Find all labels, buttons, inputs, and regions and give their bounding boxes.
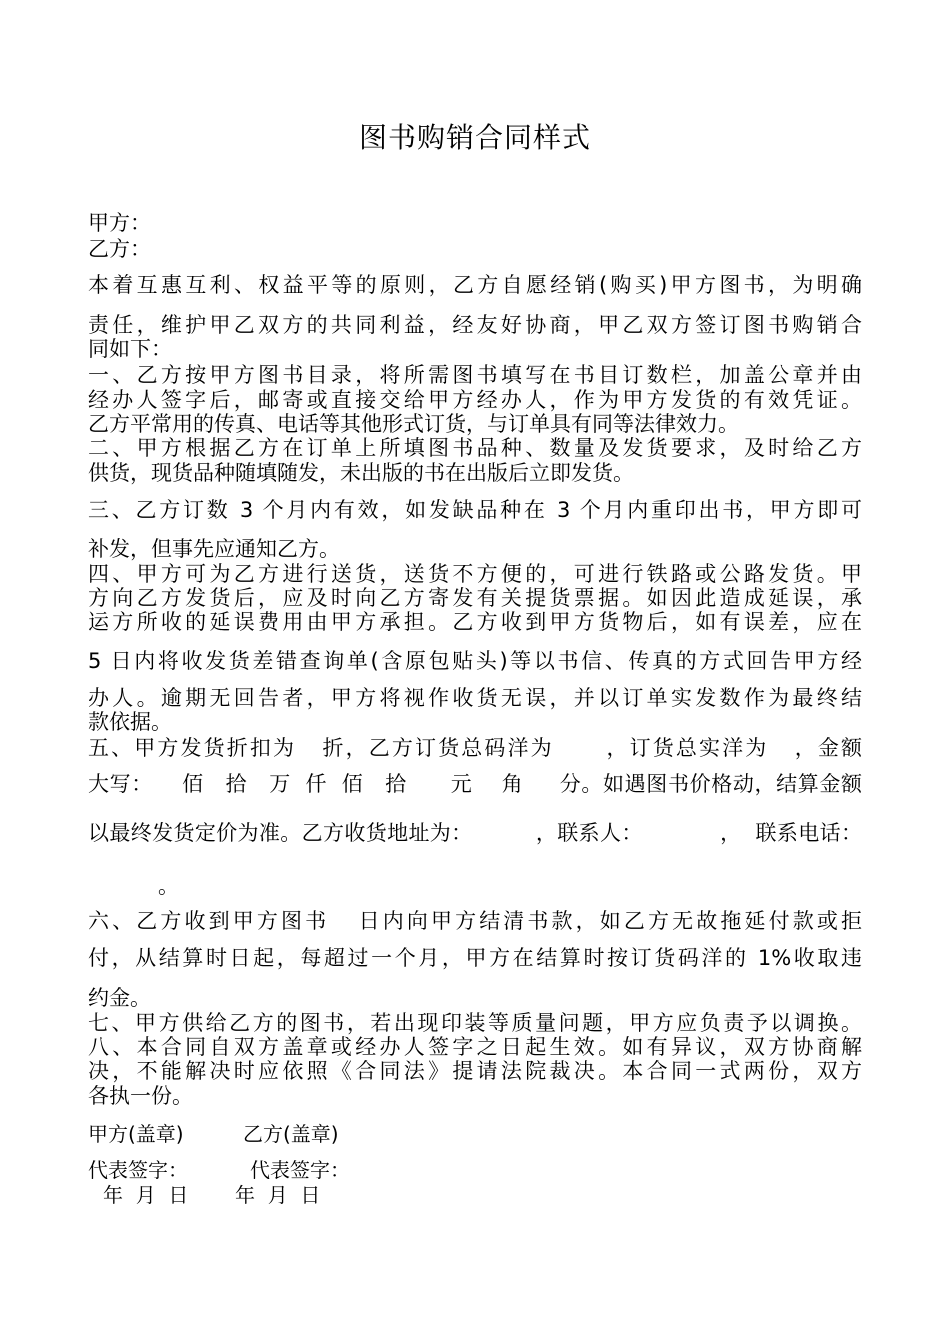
clause-8-line-1: 八、本合同自双方盖章或经办人签字之日起生效。如有异议，双方协商解 — [88, 1035, 862, 1059]
clause-8-line-3: 各执一份。 — [88, 1084, 193, 1108]
clause-4-line-6: 款依据。 — [88, 710, 172, 734]
clause-4-line-5: 办人。逾期无回告者，甲方将视作收货无误，并以订单实发数作为最终结 — [88, 686, 862, 710]
clause-6-line-1: 六、乙方收到甲方图书 日内向甲方结清书款，如乙方无故拖延付款或拒 — [88, 909, 862, 933]
clause-4-line-1: 四、甲方可为乙方进行送货，送货不方便的，可进行铁路或公路发货。甲 — [88, 562, 862, 586]
party-b-seal: 乙方(盖章) — [243, 1122, 339, 1146]
clause-6-line-3: 约金。 — [88, 986, 151, 1010]
document-title: 图书购销合同样式 — [358, 121, 591, 154]
clause-3-line-1: 三、乙方订数 3 个月内有效，如发缺品种在 3 个月内重印出书，甲方即可 — [88, 498, 862, 522]
party-b-date: 年 月 日 — [235, 1183, 321, 1207]
party-b-rep-signature: 代表签字： — [250, 1158, 350, 1182]
clause-4-line-4: 5 日内将收发货差错查询单(含原包贴头)等以书信、传真的方式回告甲方经 — [88, 649, 862, 673]
clause-1-line-2: 经办人签字后，邮寄或直接交给甲方经办人，作为甲方发货的有效凭证。 — [88, 388, 862, 412]
party-a-seal: 甲方(盖章) — [88, 1122, 184, 1146]
clause-5-line-3: 以最终发货定价为准。乙方收货地址为： ，联系人： ， 联系电话： — [88, 821, 862, 845]
party-a-rep-signature: 代表签字： — [88, 1158, 188, 1182]
preamble-line-2: 责任，维护甲乙双方的共同利益，经友好协商，甲乙双方签订图书购销合 — [88, 313, 862, 337]
clause-4-line-3: 运方所收的延误费用由甲方承担。乙方收到甲方货物后，如有误差，应在 — [88, 610, 862, 634]
clause-6-line-2: 付，从结算时日起，每超过一个月，甲方在结算时按订货码洋的 1%收取违 — [88, 946, 862, 970]
clause-1-line-1: 一、乙方按甲方图书目录，将所需图书填写在书目订数栏，加盖公章并由 — [88, 363, 862, 387]
clause-4-line-2: 方向乙方发货后，应及时向乙方寄发有关提货票据。如因此造成延误，承 — [88, 586, 862, 610]
party-a-date: 年 月 日 — [103, 1183, 189, 1207]
clause-5-line-2: 大写： 佰 拾 万 仟 佰 拾 元 角 分。如遇图书价格动，结算金额 — [88, 772, 862, 796]
clause-7-line-1: 七、甲方供给乙方的图书，若出现印装等质量问题，甲方应负责予以调换。 — [88, 1011, 862, 1035]
clause-8-line-2: 决，不能解决时应依照《合同法》提请法院裁决。本合同一式两份，双方 — [88, 1059, 862, 1083]
clause-5-line-1: 五、甲方发货折扣为 折，乙方订货总码洋为 ，订货总实洋为 ，金额 — [88, 736, 862, 760]
clause-5-line-4: 。 — [158, 874, 179, 898]
clause-1-line-3: 乙方平常用的传真、电话等其他形式订货，与订单具有同等法律效力。 — [88, 412, 739, 436]
preamble-line-1: 本着互惠互利、权益平等的原则，乙方自愿经销(购买)甲方图书，为明确 — [88, 273, 862, 297]
clause-2-line-2: 供货，现货品种随填随发，未出版的书在出版后立即发货。 — [88, 461, 634, 485]
preamble-line-3: 同如下： — [88, 337, 172, 361]
clause-2-line-1: 二、甲方根据乙方在订单上所填图书品种、数量及发货要求，及时给乙方 — [88, 436, 862, 460]
party-b-line: 乙方： — [88, 237, 151, 261]
party-a-line: 甲方： — [88, 211, 151, 235]
clause-3-line-2: 补发，但事先应通知乙方。 — [88, 537, 340, 561]
